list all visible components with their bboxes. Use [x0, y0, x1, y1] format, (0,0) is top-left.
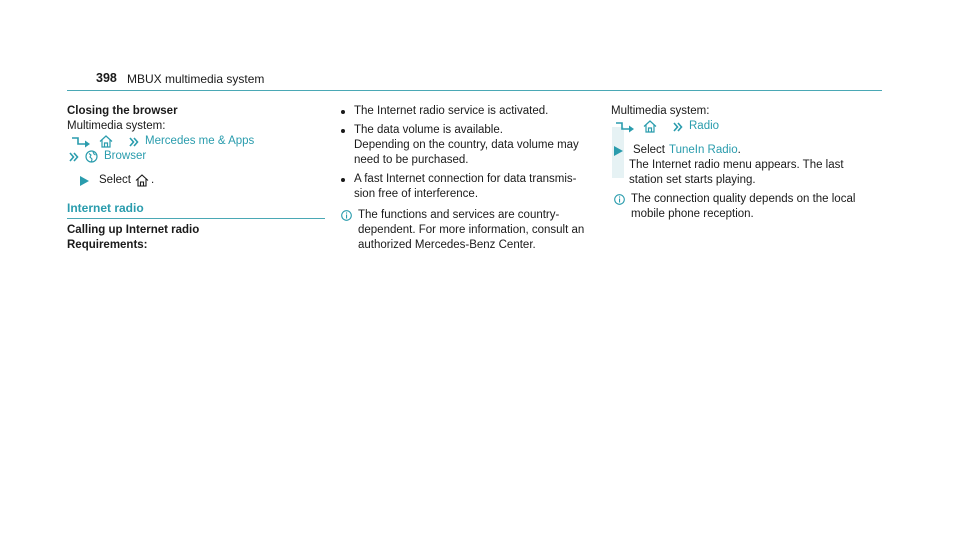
step-select-home — [67, 173, 327, 188]
page-header-title: MBUX multimedia system — [127, 72, 265, 86]
info-note — [341, 208, 603, 223]
path-item-radio: Radio — [689, 120, 720, 132]
note-text-cont: dependent. For more information, consult an — [358, 224, 585, 236]
double-chevron-icon — [129, 137, 139, 147]
path-label: Multimedia system: — [611, 105, 710, 117]
menu-path-row-1 — [67, 134, 327, 149]
bullet-text-cont: sion free of interference. — [354, 188, 479, 200]
bullet-text: The data volume is available. — [354, 124, 503, 136]
result-text-cont: station set starts playing. — [629, 174, 756, 186]
requirements-label: Requirements: — [67, 239, 148, 251]
sub-heading-calling-up: Calling up Internet radio — [67, 224, 200, 236]
bullet-item-3 — [341, 172, 603, 187]
step-text: Select — [633, 144, 665, 156]
menu-path-row-2 — [67, 149, 327, 164]
path-item-mercedes-me-apps: Mercedes me & Apps — [145, 135, 255, 147]
info-icon — [341, 210, 352, 221]
page-number: 398 — [96, 71, 117, 85]
menu-path-row — [611, 119, 881, 134]
double-chevron-icon — [69, 152, 79, 162]
column-2 — [341, 104, 603, 253]
bullet-text-cont: Depending on the country, data volume may — [354, 139, 579, 151]
step-text: Select — [99, 174, 131, 186]
step-select-tunein — [611, 143, 881, 158]
step-link-tunein-radio: TuneIn Radio — [668, 144, 738, 156]
note-text-cont: mobile phone reception. — [631, 208, 754, 220]
path-label: Multimedia system: — [67, 120, 166, 132]
home-icon — [135, 174, 149, 187]
path-arrow-icon — [615, 121, 637, 133]
column-1-lower — [67, 223, 327, 253]
bullet-text-cont: need to be purchased. — [354, 154, 469, 166]
column-1 — [67, 104, 327, 188]
home-icon — [643, 120, 657, 133]
result-text: The Internet radio menu appears. The last — [629, 159, 844, 171]
column-3 — [611, 104, 881, 222]
header-rule — [67, 90, 882, 91]
info-note — [611, 192, 881, 207]
note-text: The connection quality depends on the local — [631, 193, 856, 205]
bullet-dot — [341, 129, 345, 133]
bullet-item-1 — [341, 104, 603, 119]
globe-icon — [85, 150, 98, 163]
home-icon — [99, 135, 113, 148]
section-rule — [67, 218, 325, 219]
path-arrow-icon — [71, 136, 93, 148]
bullet-text: The Internet radio service is activated. — [354, 105, 549, 117]
bullet-dot — [341, 178, 345, 182]
play-triangle-icon — [80, 176, 89, 186]
info-icon — [614, 194, 625, 205]
double-chevron-icon — [673, 122, 683, 132]
bullet-text: A fast Internet connection for data transmis- — [354, 173, 577, 185]
section-heading-closing-browser: Closing the browser — [67, 105, 178, 117]
play-triangle-icon — [614, 146, 623, 156]
step-end: . — [150, 174, 155, 186]
step-end: . — [737, 144, 741, 156]
section-title-internet-radio: Internet radio — [67, 201, 144, 215]
note-text-cont: authorized Mercedes-Benz Center. — [358, 239, 536, 251]
bullet-dot — [341, 110, 345, 114]
bullet-item-2 — [341, 123, 603, 138]
path-item-browser: Browser — [104, 150, 147, 162]
note-text: The functions and services are country- — [358, 209, 560, 221]
